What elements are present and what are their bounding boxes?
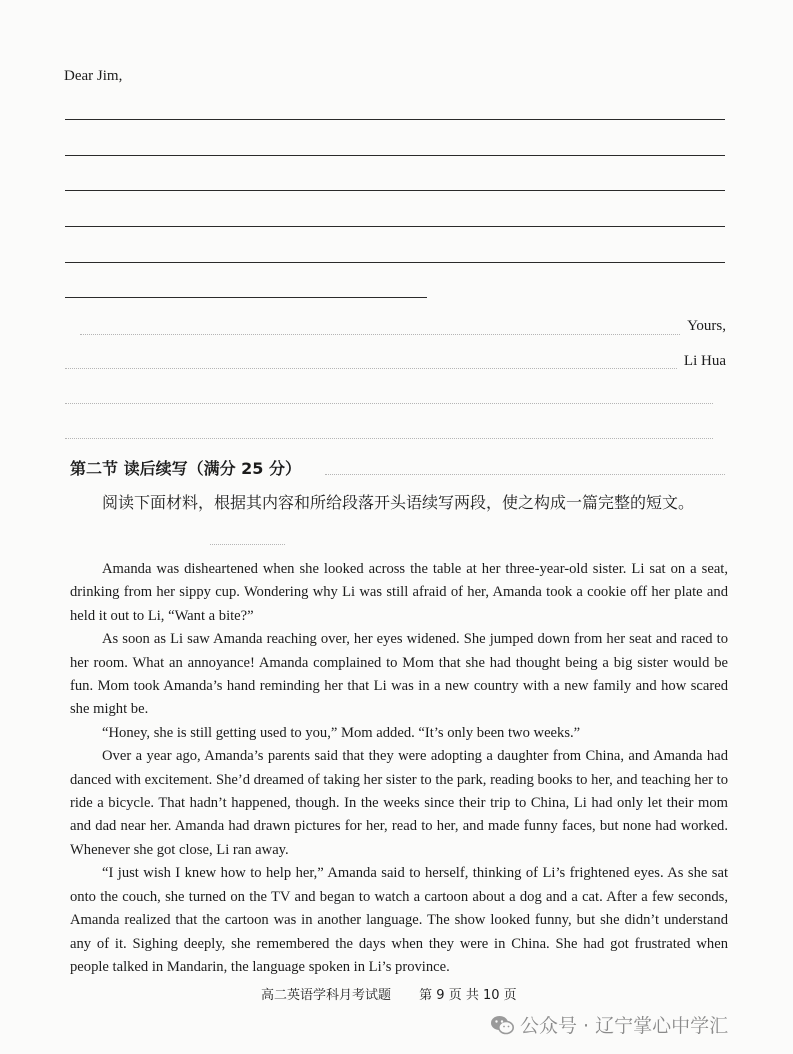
watermark-text: 公众号 · 辽宁掌心中学汇 [520, 1015, 729, 1037]
writing-line [65, 297, 427, 298]
passage-paragraph: As soon as Li saw Amanda reaching over, her eyes widened. She jumped down from her seat and raced to her room. What an annoyance! Amanda complained to Mom that she had thought being a big sister would be fun. Mom took Amanda’s hand reminding her that Li was in a new country with a new family and how scared she might be. [70, 631, 728, 718]
faint-line [325, 474, 725, 475]
faint-line [65, 403, 713, 404]
passage-paragraph: Over a year ago, Amanda’s parents said that they were adopting a daughter from China, and Amanda had danced with excitement. She’d dreamed of taking her sister to the park, reading books to her, and teaching her to ride a bicycle. That hadn’t happened, though. In the weeks since their trip to China, Li had only let their mom and dad near her. Amanda had drawn pictures for her, read to her, and made funny faces, but none had worked. Whenever she got close, Li ran away. [70, 748, 728, 858]
faint-line [80, 334, 680, 335]
passage-paragraph: “Honey, she is still getting used to you,” Mom added. “It’s only been two weeks.” [102, 724, 581, 741]
passage-paragraph: “I just wish I knew how to help her,” Amanda said to herself, thinking of Li’s frightened eyes. As she sat onto the couch, she turned on the TV and began to watch a cartoon about a dog and a cat. After a few seconds, Amanda realized that the cartoon was in another language. The show looked funny, but she didn’t understand any of it. Sighing deeply, she remembered the days when they were in China. She had got frustrated when people talked in Mandarin, the language spoken in Li’s province. [70, 865, 728, 975]
page-footer [261, 984, 541, 1003]
watermark [490, 1011, 728, 1038]
passage-paragraph: Amanda was disheartened when she looked across the table at her three-year-old sister. Li sat on a seat, drinking from her sippy cup. Wondering why Li was still afraid of her, Amanda took a cookie off her plate and held it out to Li, “Want a bite?” [70, 561, 728, 624]
letter-signature: Li Hua [683, 353, 726, 369]
writing-line [65, 119, 725, 120]
section-instruction: 阅读下面材料，根据其内容和所给段落开头语续写两段，使之构成一篇完整的短文。 [102, 493, 695, 512]
writing-line [65, 226, 725, 227]
wechat-icon [490, 1014, 514, 1036]
faint-line [210, 544, 285, 545]
writing-line [65, 262, 725, 263]
faint-line [65, 438, 713, 439]
faint-line [65, 368, 677, 369]
reading-passage [70, 558, 728, 979]
letter-greeting: Dear Jim, [64, 68, 123, 84]
writing-line [65, 190, 725, 191]
letter-closing: Yours, [687, 318, 726, 334]
writing-line [65, 155, 725, 156]
page-number: 第 9 页 共 10 页 [419, 988, 517, 1003]
exam-title: 高二英语学科月考试题 [261, 988, 392, 1003]
section-title: 第二节 读后续写（满分 25 分） [70, 459, 301, 478]
